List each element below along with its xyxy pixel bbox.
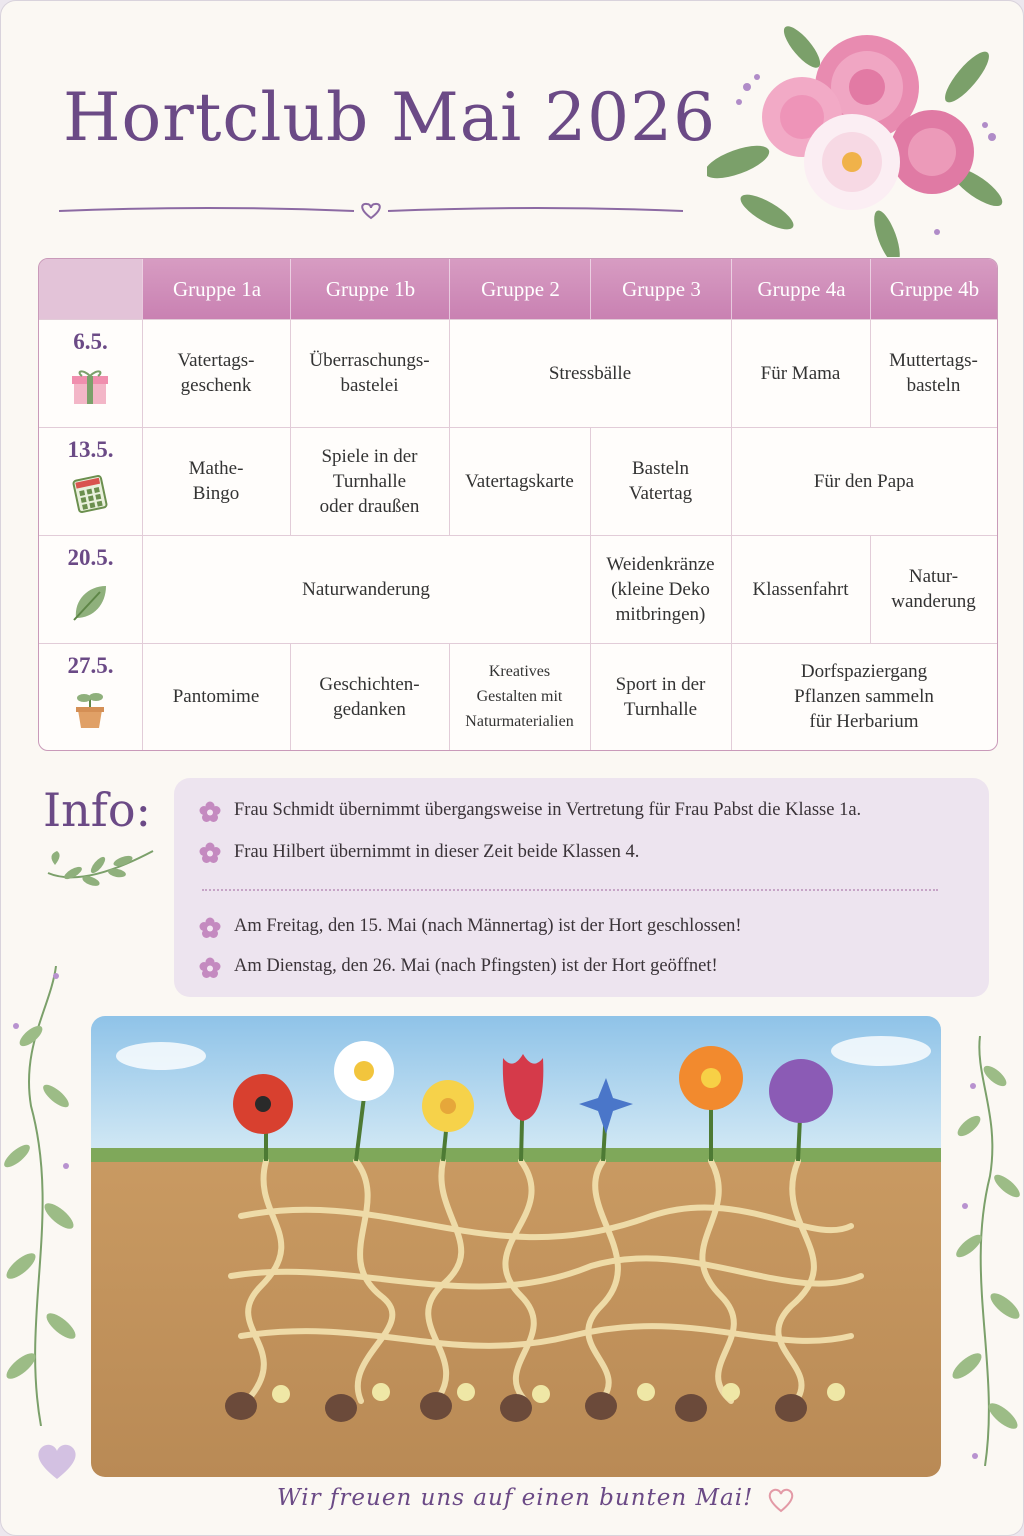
activity-cell: Vatertags- geschenk	[177, 350, 255, 396]
cell-divider	[290, 427, 291, 535]
flower-bullet-icon	[199, 801, 221, 823]
row-date: 6.5.	[73, 329, 108, 354]
cell-divider	[870, 535, 871, 643]
flower-bullet-icon	[199, 957, 221, 979]
activity-cell: Für Mama	[760, 362, 841, 384]
activity-cell: Stressbälle	[548, 362, 632, 384]
activity-cell: Klassenfahrt	[752, 578, 849, 600]
activity-cell: Weidenkränze (kleine Deko mitbringen)	[606, 553, 715, 625]
activity-cell: Für den Papa	[813, 470, 915, 492]
activity-cell: Muttertags- basteln	[889, 350, 978, 396]
cell-divider	[142, 643, 143, 750]
cell-divider	[449, 319, 450, 427]
flower-bullet-icon	[199, 842, 221, 864]
info-line-3: Am Freitag, den 15. Mai (nach Männertag) ist der Hort geschlossen!	[234, 916, 742, 936]
flowers-roots-maze-illustration	[91, 1016, 941, 1477]
row-date: 13.5.	[67, 437, 114, 462]
footer-heart-icon	[767, 1487, 795, 1513]
activity-cell: Überraschungs- bastelei	[309, 350, 430, 396]
flower-bullet-icon	[199, 917, 221, 939]
cell-divider	[142, 535, 143, 643]
cell-divider	[290, 643, 291, 750]
column-header-gruppe-4b: Gruppe 4b	[870, 259, 998, 319]
header-corner-cell	[39, 259, 142, 319]
column-header-gruppe-4a: Gruppe 4a	[731, 259, 871, 319]
column-header-gruppe-1b: Gruppe 1b	[290, 259, 450, 319]
bingo-card-icon	[70, 474, 110, 519]
leaf-icon	[70, 582, 110, 627]
cell-divider	[290, 319, 291, 427]
cell-divider	[731, 427, 732, 535]
cell-divider	[142, 427, 143, 535]
activity-cell: Vatertagskarte	[465, 470, 574, 492]
activity-cell: Mathe- Bingo	[188, 458, 244, 504]
timetable-header	[39, 259, 997, 319]
footer-message: Wir freuen uns auf einen bunten Mai!	[277, 1485, 754, 1511]
cell-divider	[590, 535, 591, 643]
info-heading: Info:	[43, 783, 152, 837]
activity-cell: Kreatives Gestalten mit Naturmaterialien	[465, 663, 574, 730]
cell-divider	[142, 319, 143, 427]
peony-bouquet-icon	[707, 17, 1007, 257]
title-divider	[59, 201, 683, 221]
activity-cell: Dorfspaziergang Pflanzen sammeln für Herbarium	[794, 661, 934, 732]
activity-cell: Sport in der Turnhalle	[615, 673, 706, 720]
cell-divider	[870, 319, 871, 427]
activity-cell: Natur- wanderung	[891, 566, 976, 612]
activity-timetable	[38, 258, 998, 751]
gift-icon	[70, 366, 110, 411]
column-header-gruppe-2: Gruppe 2	[449, 259, 591, 319]
cell-divider	[731, 535, 732, 643]
plant-pot-icon	[70, 690, 110, 735]
cell-divider	[731, 319, 732, 427]
right-vine-icon	[945, 1036, 1023, 1466]
info-line-4: Am Dienstag, den 26. Mai (nach Pfingsten) ist der Hort geöffnet!	[234, 956, 718, 976]
heart-icon	[35, 1441, 79, 1481]
row-date: 27.5.	[67, 653, 114, 678]
left-vine-icon	[1, 966, 85, 1426]
info-line-1: Frau Schmidt übernimmt übergangsweise in Vertretung für Frau Pabst die Klasse 1a.	[234, 800, 862, 820]
activity-cell: Naturwanderung	[302, 578, 430, 600]
info-line-2: Frau Hilbert übernimmt in dieser Zeit beide Klassen 4.	[234, 842, 640, 862]
page-title: Hortclub Mai 2026	[63, 79, 717, 156]
activity-cell: Basteln Vatertag	[628, 458, 693, 504]
cell-divider	[449, 427, 450, 535]
column-header-gruppe-1a: Gruppe 1a	[142, 259, 291, 319]
info-divider	[202, 889, 938, 891]
cell-divider	[731, 643, 732, 750]
row-date: 20.5.	[67, 545, 114, 570]
cell-divider	[449, 643, 450, 750]
activity-cell: Pantomime	[172, 686, 260, 707]
cell-divider	[590, 427, 591, 535]
sprig-icon	[43, 843, 161, 893]
cell-divider	[590, 643, 591, 750]
activity-cell: Spiele in der Turnhalle oder draußen	[319, 445, 420, 517]
column-header-gruppe-3: Gruppe 3	[590, 259, 732, 319]
info-box	[174, 778, 989, 997]
activity-cell: Geschichten- gedanken	[319, 673, 420, 720]
